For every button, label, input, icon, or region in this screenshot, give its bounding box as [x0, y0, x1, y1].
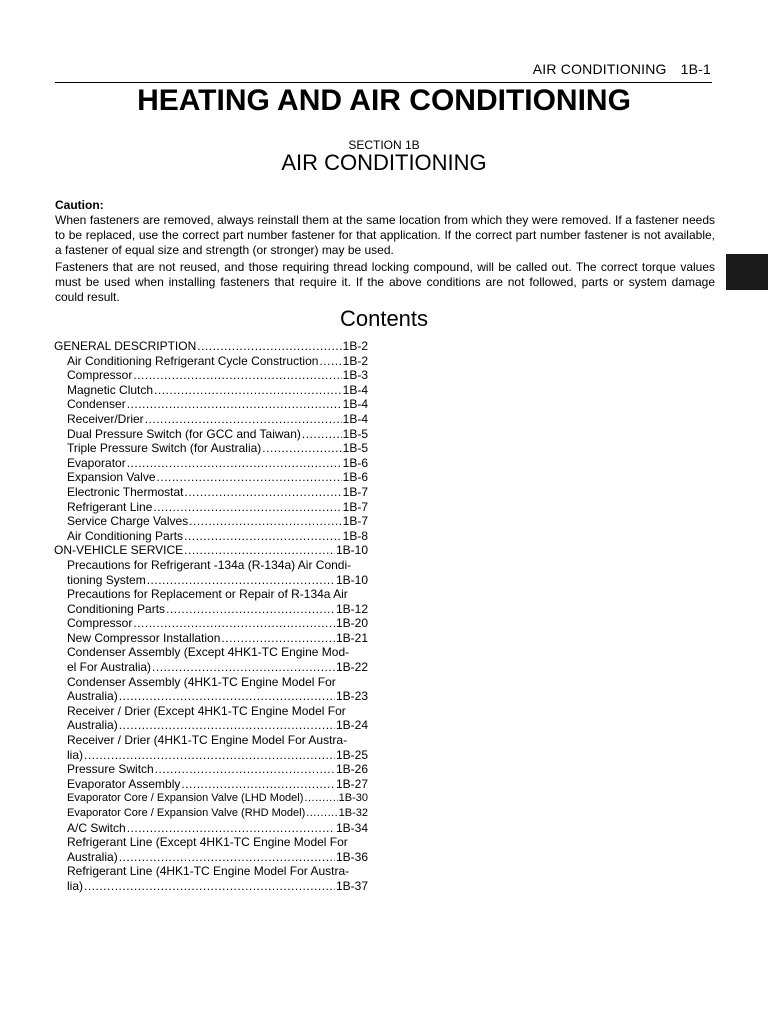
toc-entry[interactable] — [54, 616, 368, 631]
toc-entry-title: Service Charge Valves — [67, 514, 189, 529]
toc-entry[interactable] — [54, 500, 368, 515]
toc-leader-dots — [185, 485, 342, 500]
toc-entry-page: 1B-10 — [335, 572, 368, 587]
toc-entry-page: 1B-2 — [342, 339, 368, 353]
toc-entry-lead: Receiver / Drier (Except 4HK1-TC Engine Model For — [67, 703, 346, 718]
toc-leader-dots — [119, 718, 335, 733]
toc-entry[interactable] — [54, 791, 368, 806]
toc-leader-dots — [262, 441, 341, 456]
toc-entry-title: el For Australia) — [67, 660, 152, 675]
toc-entry[interactable] — [54, 879, 368, 894]
toc-entry-page: 1B-5 — [342, 441, 368, 456]
caution-block — [55, 198, 715, 307]
toc-leader-dots — [306, 806, 337, 821]
toc-entry-title: Receiver/Drier — [67, 411, 144, 426]
toc-entry-title: Triple Pressure Switch (for Australia) — [67, 441, 262, 456]
toc-entry-lead: Precautions for Refrigerant -134a (R-134a) Air Condi- — [67, 557, 352, 572]
toc-entry-page: 1B-4 — [342, 382, 368, 397]
toc-entry-page: 1B-2 — [342, 353, 368, 368]
toc-leader-dots — [319, 354, 341, 369]
toc-entry-title: Australia) — [67, 849, 118, 864]
toc-entry-title: New Compressor Installation — [67, 630, 221, 645]
toc-leader-dots — [153, 500, 341, 515]
toc-leader-dots — [302, 427, 342, 442]
toc-leader-dots — [166, 602, 335, 617]
toc-entry[interactable] — [54, 397, 368, 412]
toc-entry-page: 1B-36 — [335, 849, 368, 864]
toc-entry-title: Compressor — [67, 616, 133, 631]
toc-entry-lead: Refrigerant Line (4HK1-TC Engine Model For Austra- — [67, 864, 350, 879]
toc-leader-dots — [189, 514, 341, 529]
toc-entry-title: Air Conditioning Refrigerant Cycle Construction — [67, 353, 319, 368]
toc-entry[interactable] — [54, 660, 368, 675]
table-of-contents — [54, 339, 368, 894]
toc-leader-dots — [157, 470, 342, 485]
toc-entry[interactable] — [54, 412, 368, 427]
toc-entry-title: Expansion Valve — [67, 470, 156, 485]
toc-entry-page: 1B-25 — [335, 747, 368, 762]
toc-entry-title: Evaporator — [67, 455, 126, 470]
toc-entry-lead: Condenser Assembly (Except 4HK1-TC Engine Mod- — [67, 645, 350, 660]
toc-entry-title: Evaporator Core / Expansion Valve (LHD Model) — [67, 792, 304, 805]
section-thumb-tab — [726, 254, 768, 290]
toc-entry[interactable] — [54, 777, 368, 792]
toc-entry-page: 1B-6 — [342, 455, 368, 470]
toc-entry[interactable] — [54, 718, 368, 733]
toc-leader-dots — [152, 660, 335, 675]
section-label: SECTION 1B — [348, 138, 420, 152]
toc-entry-title: A/C Switch — [67, 820, 126, 835]
toc-entry-title: Electronic Thermostat — [67, 484, 184, 499]
toc-leader-dots — [221, 631, 335, 646]
toc-entry-lead: Precautions for Replacement or Repair of R-134a Air — [67, 587, 348, 602]
toc-entry-page: 1B-5 — [342, 426, 368, 441]
header-rule — [55, 82, 712, 83]
running-header — [533, 61, 711, 77]
toc-leader-dots — [181, 777, 335, 792]
toc-entry[interactable] — [54, 529, 368, 544]
toc-entry-title: Air Conditioning Parts — [67, 528, 184, 543]
toc-leader-dots — [145, 412, 342, 427]
page-title: HEATING AND AIR CONDITIONING — [137, 84, 631, 117]
toc-leader-dots — [119, 850, 335, 865]
toc-entry-page: 1B-37 — [335, 878, 368, 893]
toc-entry-page: 1B-21 — [335, 630, 368, 645]
toc-leader-dots — [197, 339, 341, 354]
toc-entry-page: 1B-24 — [335, 718, 368, 733]
toc-leader-dots — [155, 762, 335, 777]
toc-entry-page: 1B-20 — [335, 616, 368, 631]
toc-entry-lead: Receiver / Drier (4HK1-TC Engine Model For Austra- — [67, 733, 348, 748]
toc-entry[interactable] — [54, 602, 368, 617]
toc-entry-title: lia) — [67, 747, 84, 762]
toc-entry-title: Compressor — [67, 368, 133, 383]
toc-entry-page: 1B-12 — [335, 601, 368, 616]
toc-entry-page: 1B-4 — [342, 397, 368, 412]
header-page-ref: 1B-1 — [680, 61, 711, 77]
toc-leader-dots — [147, 573, 335, 588]
toc-entry-page: 1B-32 — [338, 807, 368, 819]
toc-entry[interactable] — [54, 748, 368, 763]
toc-entry-title: ON-VEHICLE SERVICE — [54, 543, 184, 558]
toc-leader-dots — [133, 368, 341, 383]
toc-leader-dots — [127, 397, 342, 412]
caution-paragraph-1: When fasteners are removed, always reinstall them at the same location from which they were removed. If a fastener needs to be replaced, use the correct part number fastener for that application. If the correct part number fastener is not available, a fastener of equal size and strength (or stronger) may be used. — [55, 213, 715, 257]
contents-heading: Contents — [339, 306, 429, 331]
toc-entry[interactable] — [54, 339, 368, 354]
toc-entry[interactable] — [54, 573, 368, 588]
toc-entry[interactable] — [54, 543, 368, 558]
toc-entry-page: 1B-8 — [342, 528, 368, 543]
toc-entry-title: tioning System — [67, 572, 146, 587]
toc-leader-dots — [127, 456, 342, 471]
toc-leader-dots — [304, 791, 337, 806]
toc-leader-dots — [184, 543, 335, 558]
toc-entry[interactable] — [54, 427, 368, 442]
toc-entry-page: 1B-7 — [342, 484, 368, 499]
toc-entry[interactable] — [54, 631, 368, 646]
header-section-name: AIR CONDITIONING — [532, 61, 667, 77]
toc-leader-dots — [184, 529, 342, 544]
toc-entry-page: 1B-26 — [335, 762, 368, 777]
toc-entry-title: Magnetic Clutch — [67, 382, 154, 397]
toc-entry[interactable] — [54, 383, 368, 398]
toc-entry-page: 1B-7 — [342, 499, 368, 514]
toc-entry-page: 1B-23 — [335, 689, 368, 704]
toc-entry[interactable] — [54, 850, 368, 865]
toc-entry-page: 1B-3 — [342, 368, 368, 383]
toc-entry-title: Evaporator Core / Expansion Valve (RHD Model) — [67, 807, 306, 819]
toc-entry-page: 1B-7 — [342, 514, 368, 529]
toc-entry[interactable] — [54, 514, 368, 529]
toc-leader-dots — [84, 748, 335, 763]
toc-entry[interactable] — [54, 485, 368, 500]
toc-entry-title: lia) — [67, 878, 84, 893]
toc-entry[interactable] — [54, 821, 368, 836]
toc-entry-title: Conditioning Parts — [67, 601, 166, 616]
toc-entry-lead: Refrigerant Line (Except 4HK1-TC Engine Model For — [67, 835, 348, 850]
toc-entry[interactable] — [54, 762, 368, 777]
toc-entry-title: Condenser — [67, 397, 126, 412]
toc-entry-page: 1B-27 — [335, 776, 368, 791]
toc-entry-title: Australia) — [67, 718, 118, 733]
toc-entry-title: Dual Pressure Switch (for GCC and Taiwan) — [67, 426, 301, 441]
toc-entry-page: 1B-4 — [342, 411, 368, 426]
caution-paragraph-2: Fasteners that are not reused, and those requiring thread locking compound, will be called out. The correct torque values must be used when installing fasteners that require it. If the above conditions are not followed, parts or system damage could result. — [55, 260, 715, 304]
toc-entry[interactable] — [54, 456, 368, 471]
toc-leader-dots — [127, 821, 335, 836]
toc-leader-dots — [119, 689, 335, 704]
toc-entry[interactable] — [54, 806, 368, 821]
toc-leader-dots — [154, 383, 342, 398]
toc-entry[interactable] — [54, 441, 368, 456]
toc-leader-dots — [133, 616, 335, 631]
toc-entry[interactable] — [54, 689, 368, 704]
caution-label: Caution: — [55, 198, 104, 212]
toc-entry-title: Refrigerant Line — [67, 499, 153, 514]
toc-entry-page: 1B-22 — [335, 660, 368, 675]
toc-entry-page: 1B-30 — [338, 792, 368, 805]
toc-entry-page: 1B-34 — [335, 820, 368, 835]
toc-entry[interactable] — [54, 368, 368, 383]
toc-entry-title: Evaporator Assembly — [67, 776, 181, 791]
section-title: AIR CONDITIONING — [281, 150, 487, 175]
toc-entry-page: 1B-6 — [342, 470, 368, 485]
toc-leader-dots — [84, 879, 335, 894]
toc-entry-title: Australia) — [67, 689, 118, 704]
toc-entry-title: GENERAL DESCRIPTION — [54, 339, 197, 353]
toc-entry-lead: Condenser Assembly (4HK1-TC Engine Model For — [67, 674, 336, 689]
toc-entry-title: Pressure Switch — [67, 762, 154, 777]
toc-entry[interactable] — [54, 470, 368, 485]
toc-entry[interactable] — [54, 354, 368, 369]
toc-entry-page: 1B-10 — [335, 543, 368, 558]
